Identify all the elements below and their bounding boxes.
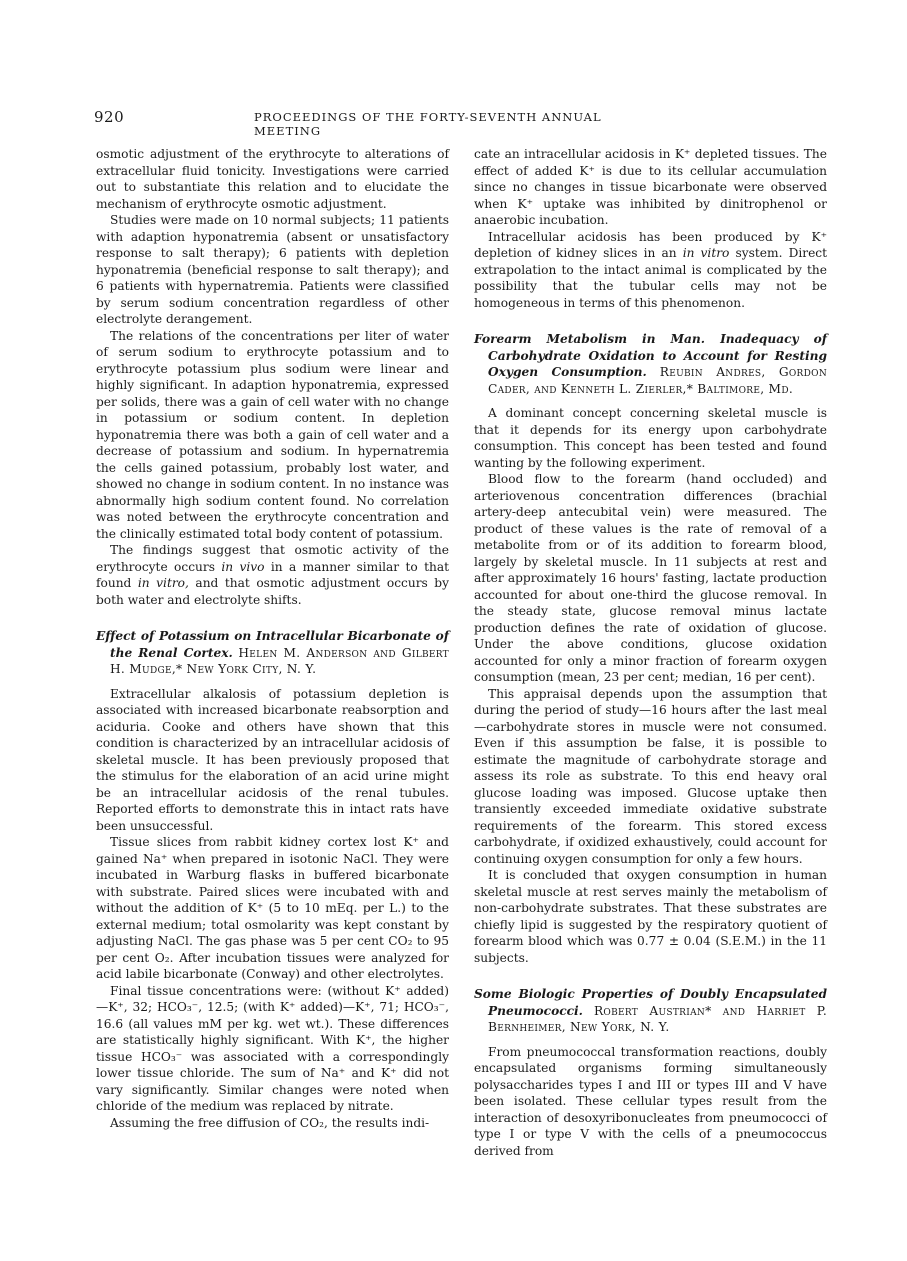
paragraph: Tissue slices from rabbit kidney cortex lost K⁺ and gained Na⁺ when prepared in isotonic NaCl. They were incubated in Warburg flasks in buffered bicarbonate with substrate. Paired slices were incubated with and without the addition of K⁺ (5 to 10 mEq. per L.) to the external medium; total osmolarity was kept constant by adjusting NaCl. The gas phase was 5 per cent CO₂ to 95 per cent O₂. After incubation tissues were analyzed for acid labile bicarbonate (Conway) and other electrolytes.: [96, 835, 449, 981]
paragraph: The relations of the concentrations per liter of water of serum sodium to erythrocyte potassium and to erythrocyte potassium plus sodium were linear and highly significant. In adaption hyponatremia, expressed per solids, there was a gain of cell water with no change in potassium or sodium content. In depletion hyponatremia there was both a gain of cell water and a decrease of potassium and sodium. In hypernatremia the cells gained potassium, probably lost water, and showed no change in sodium content. In no instance was abnormally high sodium content found. No correlation was noted between the erythrocyte concentration and the clinically estimated total body content of potassium.: [96, 328, 449, 541]
paragraph: Extracellular alkalosis of potassium depletion is associated with increased bicarbonate reabsorption and aciduria. Cooke and others have shown that this condition is characterized by an intracellular acidosis of skeletal muscle. It has been previously proposed that the stimulus for the elaboration of an acid urine might be an intracellular acidosis of the renal tubules. Reported efforts to demonstrate this in intact rats have been unsuccessful.: [96, 686, 449, 833]
running-head: PROCEEDINGS OF THE FORTY-SEVENTH ANNUAL MEETING: [254, 110, 602, 138]
abstract-title: Forearm Metabolism in Man. Inadequacy of Carbohydrate Oxidation to Account for Resting Oxygen Consumption.: [474, 332, 827, 379]
paragraph: Intracellular acidosis has been produced by K⁺ depletion of kidney slices in an in vitro system. Direct extrapolation to the intact animal is complicated by the possibility that the tubular cells may not be homogeneous in terms of this phenomenon.: [474, 229, 827, 310]
left-column: [96, 146, 449, 1131]
paragraph: cate an intracellular acidosis in K⁺ depleted tissues. The effect of added K⁺ is due to its cellular accumulation since no changes in tissue bicarbonate were observed when K⁺ uptake was inhibited by dinitrophenol or anaerobic incubation.: [474, 147, 827, 227]
paragraph: Final tissue concentrations were: (without K⁺ added)—K⁺, 32; HCO₃⁻, 12.5; (with K⁺ added)—K⁺, 71; HCO₃⁻, 16.6 (all values mM per kg. wet wt.). These differences are statistically highly significant. With K⁺, the higher tissue HCO₃⁻ was associated with a correspondingly lower tissue chloride. The sum of Na⁺ and K⁺ did not vary significantly. Similar changes were noted when chloride of the medium was replaced by nitrate.: [96, 983, 449, 1113]
abstract-title: Some Biologic Properties of Doubly Encapsulated Pneumococci.: [474, 987, 827, 1018]
page-number: 920: [94, 108, 125, 126]
paragraph: Studies were made on 10 normal subjects; 11 patients with adaption hyponatremia (absent or unsatisfactory response to salt therapy); 6 patients with depletion hyponatremia (beneficial response to salt therapy); and 6 patients with hypernatremia. Patients were classified by serum sodium concentration regardless of other electrolyte derangement.: [96, 213, 449, 326]
abstract-title: Effect of Potassium on Intracellular Bicarbonate of the Renal Cortex.: [96, 629, 449, 660]
paragraph: A dominant concept concerning skeletal muscle is that it depends for its energy upon carbohydrate consumption. This concept has been tested and found wanting by the following experiment.: [474, 406, 827, 470]
paragraph: osmotic adjustment of the erythrocyte to alterations of extracellular fluid tonicity. Investigations were carried out to substantiate this relation and to elucidate the mechanism of erythrocyte osmotic adjustment.: [96, 147, 449, 211]
paragraph: This appraisal depends upon the assumption that during the period of study—16 hours after the last meal—carbohydrate stores in muscle were not consumed. Even if this assumption be false, it is possible to estimate the magnitude of carbohydrate storage and assess its role as substrate. To this end heavy oral glucose loading was imposed. Glucose uptake then transiently exceeded immediate oxidative substrate requirements of the forearm. This stored excess carbohydrate, if oxidized exhaustively, could account for continuing oxygen consumption for only a few hours.: [474, 686, 827, 866]
abstract-heading: [96, 628, 449, 678]
abstract-heading: [474, 331, 827, 397]
page-header: [94, 108, 670, 138]
abstract-authors: Helen M. Anderson and Gilbert H. Mudge,* New York City, N. Y.: [110, 645, 449, 676]
abstract-authors: Robert Austrian* and Harriet P. Bernheimer, New York, N. Y.: [488, 1003, 828, 1034]
paragraph: It is concluded that oxygen consumption in human skeletal muscle at rest serves mainly the metabolism of non-carbohydrate substrates. That these substrates are chiefly lipid is suggested by the respiratory quotient of forearm blood which was 0.77 ± 0.04 (S.E.M.) in the 11 subjects.: [474, 868, 827, 965]
paragraph: From pneumococcal transformation reactions, doubly encapsulated organisms forming simultaneously polysaccharides types I and III or types III and V have been isolated. These cellular types result from the interaction of desoxyribonucleates from pneumococci of type I or type V with the cells of a pneumococcus derived from: [474, 1044, 827, 1158]
right-column: [474, 146, 827, 1159]
paragraph: The findings suggest that osmotic activity of the erythrocyte occurs in vivo in a manner similar to that found in vitro, and that osmotic adjustment occurs by both water and electrolyte shifts.: [96, 543, 449, 607]
paragraph: Blood flow to the forearm (hand occluded) and arteriovenous concentration differences (brachial artery-deep antecubital vein) were measured. The product of these values is the rate of removal of a metabolite from or of its addition to forearm blood, largely by skeletal muscle. In 11 subjects at rest and after approximately 16 hours' fasting, lactate production accounted for about one-third the glucose removal. In the steady state, glucose removal minus lactate production defines the rate of oxidation of glucose. Under the above conditions, glucose oxidation accounted for only a minor fraction of forearm oxygen consumption (mean, 23 per cent; median, 16 per cent).: [474, 472, 827, 684]
abstract-heading: [474, 986, 827, 1036]
paragraph: Assuming the free diffusion of CO₂, the results indi-: [110, 1115, 430, 1130]
abstract-authors: Reubin Andres, Gordon Cader, and Kenneth L. Zierler,* Baltimore, Md.: [488, 365, 828, 396]
